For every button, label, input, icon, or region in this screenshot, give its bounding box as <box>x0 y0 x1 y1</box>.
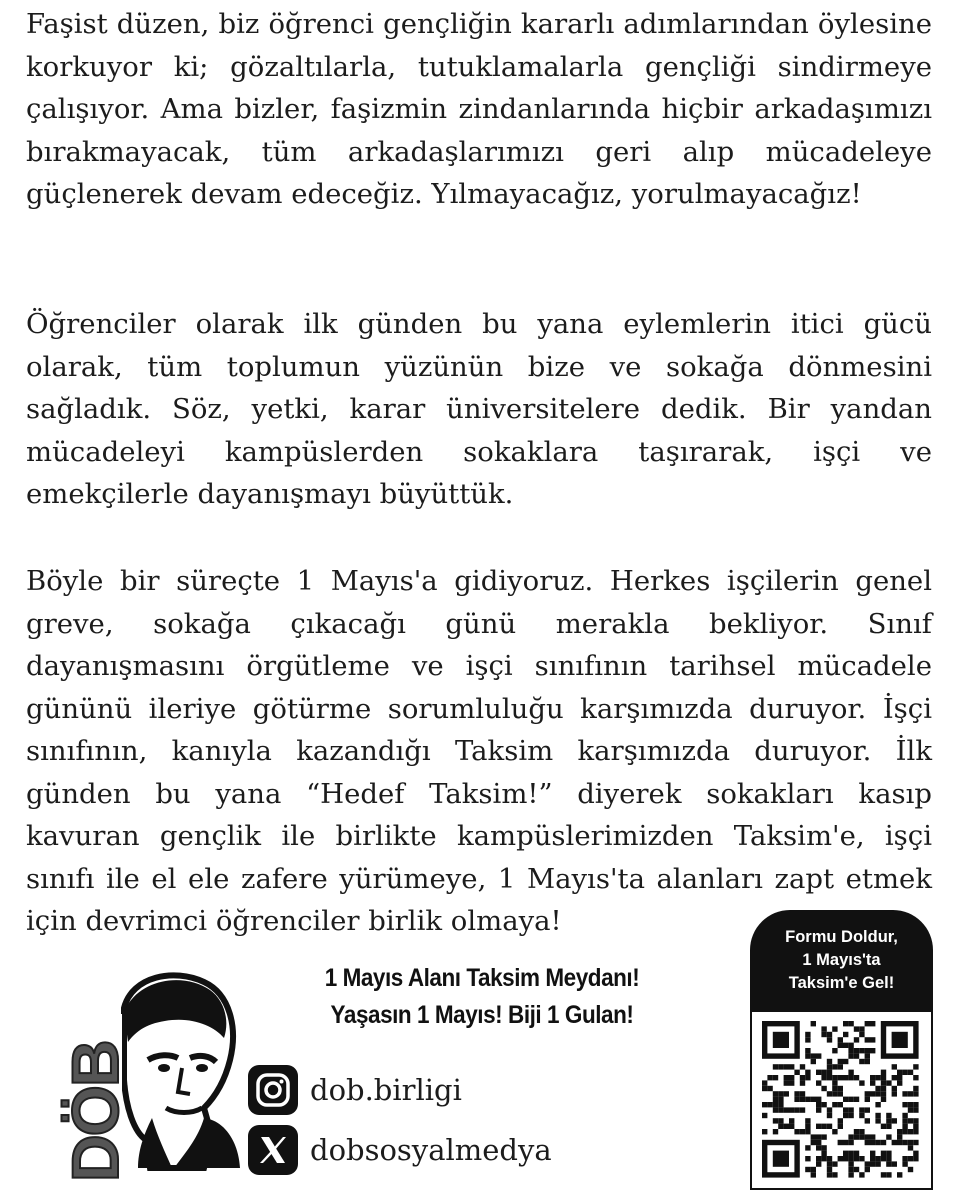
logo-text: DÖB <box>58 1041 132 1182</box>
slogan-2: Yaşasın 1 Mayıs! Biji 1 Gulan! <box>330 1001 634 1029</box>
instagram-row[interactable] <box>248 1064 462 1116</box>
paragraph-3: Böyle bir süreçte 1 Mayıs'a gidiyoruz. Herkes işçilerin genel greve, sokağa çıkacağı günü merakla bekliyor. Sınıf dayanışmasını örgütleme ve işçi sınıfının tarihsel mücadele gününü ileriye götürme sorumluluğu karşımızda duruyor. İşçi sınıfının, kanıyla kazandığı Taksim karşımızda duruyor. İlk günden bu yana “Hedef Taksim!” diyerek sokakları kasıp kavuran gençlik ile birlikte kampüslerimizden Taksim'e, işçi sınıfı ile el ele zafere yürümeye, 1 Mayıs'ta alanları zapt etmek için devrimci öğrenciler birlik olmaya! <box>26 565 932 937</box>
qr-line-1: Formu Doldur, <box>785 927 898 946</box>
x-row[interactable] <box>248 1124 552 1176</box>
x-handle[interactable]: dobsosyalmedya <box>310 1133 552 1167</box>
paragraph-1: Faşist düzen, biz öğrenci gençliğin kararlı adımlarından öylesine korkuyor ki; gözaltılarla, tutuklamalarla gençliği sindirmeye çalışıyor. Ama bizler, faşizmin zindanlarında hiçbir arkadaşımızı bırakmayacak, tüm arkadaşlarımızı geri alıp mücadeleye güçlenerek devam edeceğiz. Yılmayacağız, yorulmayacağız! <box>26 8 932 210</box>
slogan-1: 1 Mayıs Alanı Taksim Meydanı! <box>324 964 640 992</box>
instagram-icon <box>248 1065 298 1115</box>
qr-line-2: 1 Mayıs'ta <box>802 950 881 969</box>
x-icon <box>248 1125 298 1175</box>
dob-logo <box>54 968 250 1188</box>
qr-code[interactable] <box>750 1010 933 1190</box>
qr-line-3: Taksim'e Gel! <box>788 973 895 992</box>
qr-panel[interactable] <box>750 910 933 1190</box>
paragraph-2: Öğrenciler olarak ilk günden bu yana eylemlerin itici gücü olarak, tüm toplumun yüzünün bize ve sokağa dönmesini sağladık. Söz, yetki, karar üniversitelere dedik. Bir yandan mücadeleyi kampüslerden sokaklara taşırarak, işçi ve emekçilerle dayanışmayı büyüttük. <box>26 308 932 510</box>
qr-header <box>750 910 933 1010</box>
slogans <box>284 960 680 1034</box>
instagram-handle[interactable]: dob.birligi <box>310 1073 462 1107</box>
